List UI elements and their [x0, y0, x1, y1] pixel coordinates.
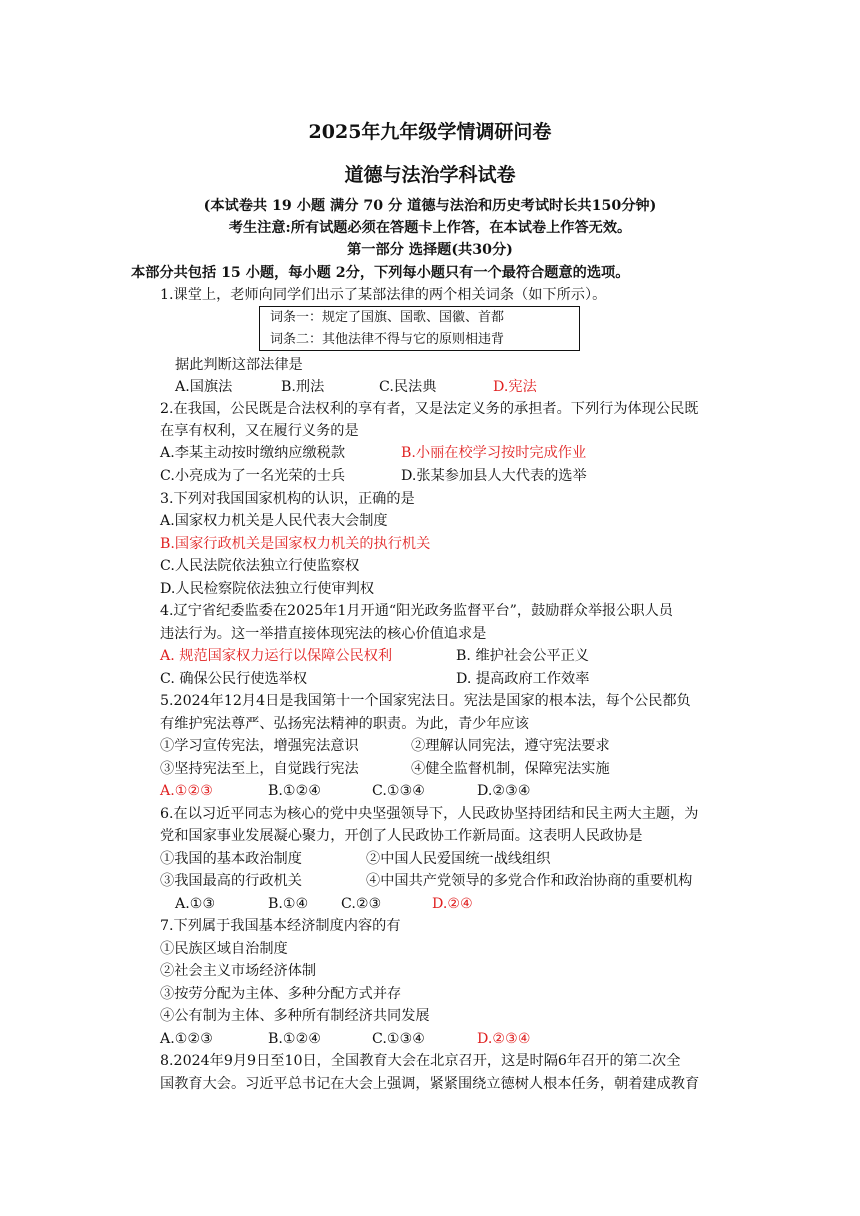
question-6-stem-line-1: 6.在以习近平同志为核心的党中央坚强领导下，人民政协坚持团结和民主两大主题，为 — [160, 806, 699, 822]
exam-info: (本试卷共 19 小题 满分 70 分 道德与法治和历史考试时长共150分钟) — [203, 198, 657, 214]
q2-option-c: C.小亮成为了一名光荣的士兵 — [160, 468, 346, 484]
q4-option-a: A. 规范国家权力运行以保障公民权利 — [160, 648, 393, 664]
q6-option-c: C.②③ — [341, 896, 382, 912]
q2-option-b: B.小丽在校学习按时完成作业 — [401, 445, 587, 461]
q3-option-a: A.国家权力机关是人民代表大会制度 — [160, 513, 388, 529]
question-7-stem: 7.下列属于我国基本经济制度内容的有 — [160, 918, 401, 934]
question-2-stem-line-2: 在享有权利，又在履行义务的是 — [160, 423, 359, 439]
q6-option-a: A.①③ — [175, 896, 216, 912]
question-6-stem-line-2: 党和国家事业发展凝心聚力，开创了人民政协工作新局面。这表明人民政协是 — [160, 828, 643, 844]
question-8-stem-line-2: 国教育大会。习近平总书记在大会上强调，紧紧围绕立德树人根本任务，朝着建成教育 — [160, 1076, 700, 1092]
definition-entry-1: 词条一：规定了国旗、国歌、国徽、首都 — [270, 310, 505, 325]
q5-statement-4: ④健全监督机制，保障宪法实施 — [411, 761, 610, 777]
q3-option-c: C.人民法院依法独立行使监察权 — [160, 558, 360, 574]
q7-statement-2: ②社会主义市场经济体制 — [160, 963, 317, 979]
q1-option-b: B.刑法 — [281, 379, 325, 395]
q2-option-d: D.张某参加县人大代表的选举 — [401, 468, 587, 484]
q3-option-d: D.人民检察院依法独立行使审判权 — [160, 581, 375, 597]
q6-statement-4: ④中国共产党领导的多党合作和政治协商的重要机构 — [366, 873, 693, 889]
part-instruction: 本部分共包括 15 小题，每小题 2分，下列每小题只有一个最符合题意的选项。 — [131, 265, 630, 281]
q7-option-b: B.①②④ — [268, 1031, 322, 1047]
q5-option-a: A.①②③ — [160, 783, 213, 799]
q5-option-d: D.②③④ — [477, 783, 531, 799]
q4-option-b: B. 维护社会公平正义 — [456, 648, 589, 664]
q7-statement-1: ①民族区域自治制度 — [160, 941, 288, 957]
q4-option-c: C. 确保公民行使选举权 — [160, 671, 308, 687]
q7-statement-3: ③按劳分配为主体、多种分配方式并存 — [160, 986, 402, 1002]
q6-statement-3: ③我国最高的行政机关 — [160, 873, 302, 889]
definition-box — [259, 306, 580, 351]
q7-option-a: A.①②③ — [160, 1031, 213, 1047]
q5-statement-2: ②理解认同宪法，遵守宪法要求 — [411, 738, 610, 754]
q7-statement-4: ④公有制为主体、多种所有制经济共同发展 — [160, 1008, 430, 1024]
q1-option-a: A.国旗法 — [175, 379, 233, 395]
q2-option-a: A.李某主动按时缴纳应缴税款 — [160, 445, 346, 461]
q5-statement-1: ①学习宣传宪法，增强宪法意识 — [160, 738, 359, 754]
q5-option-c: C.①③④ — [372, 783, 426, 799]
question-1-ask: 据此判断这部法律是 — [175, 357, 303, 373]
part-heading: 第一部分 选择题(共30分) — [347, 242, 513, 258]
question-3-stem: 3.下列对我国国家机构的认识，正确的是 — [160, 491, 415, 507]
question-5-stem-line-1: 5.2024年12月4日是我国第十一个国家宪法日。宪法是国家的根本法，每个公民都负 — [160, 693, 691, 709]
question-2-stem-line-1: 2.在我国，公民既是合法权利的享有者，又是法定义务的承担者。下列行为体现公民既 — [160, 401, 699, 417]
q6-option-d: D.②④ — [432, 896, 473, 912]
q6-option-b: B.①④ — [268, 896, 309, 912]
q5-statement-3: ③坚持宪法至上，自觉践行宪法 — [160, 761, 359, 777]
q6-statement-1: ①我国的基本政治制度 — [160, 851, 302, 867]
q5-option-b: B.①②④ — [268, 783, 322, 799]
question-5-stem-line-2: 有维护宪法尊严、弘扬宪法精神的职责。为此，青少年应该 — [160, 716, 529, 732]
question-4-stem-line-2: 违法行为。这一举措直接体现宪法的核心价值追求是 — [160, 626, 487, 642]
subject-title: 道德与法治学科试卷 — [344, 164, 516, 186]
q1-option-d: D.宪法 — [493, 379, 537, 395]
question-1-stem: 1.课堂上，老师向同学们出示了某部法律的两个相关词条（如下所示）。 — [160, 287, 607, 303]
question-4-stem-line-1: 4.辽宁省纪委监委在2025年1月开通“阳光政务监督平台”，鼓励群众举报公职人员 — [160, 603, 673, 619]
q4-option-d: D. 提高政府工作效率 — [456, 671, 590, 687]
exam-notice: 考生注意:所有试题必须在答题卡上作答，在本试卷上作答无效。 — [228, 220, 632, 236]
q7-option-d: D.②③④ — [477, 1031, 531, 1047]
q7-option-c: C.①③④ — [372, 1031, 426, 1047]
q6-statement-2: ②中国人民爱国统一战线组织 — [366, 851, 551, 867]
definition-entry-2: 词条二：其他法律不得与它的原则相违背 — [270, 332, 505, 347]
q1-option-c: C.民法典 — [379, 379, 437, 395]
q3-option-b: B.国家行政机关是国家权力机关的执行机关 — [160, 536, 431, 552]
question-8-stem-line-1: 8.2024年9月9日至10日，全国教育大会在北京召开，这是时隔6年召开的第二次全 — [160, 1053, 681, 1069]
exam-title: 2025年九年级学情调研问卷 — [308, 121, 552, 143]
